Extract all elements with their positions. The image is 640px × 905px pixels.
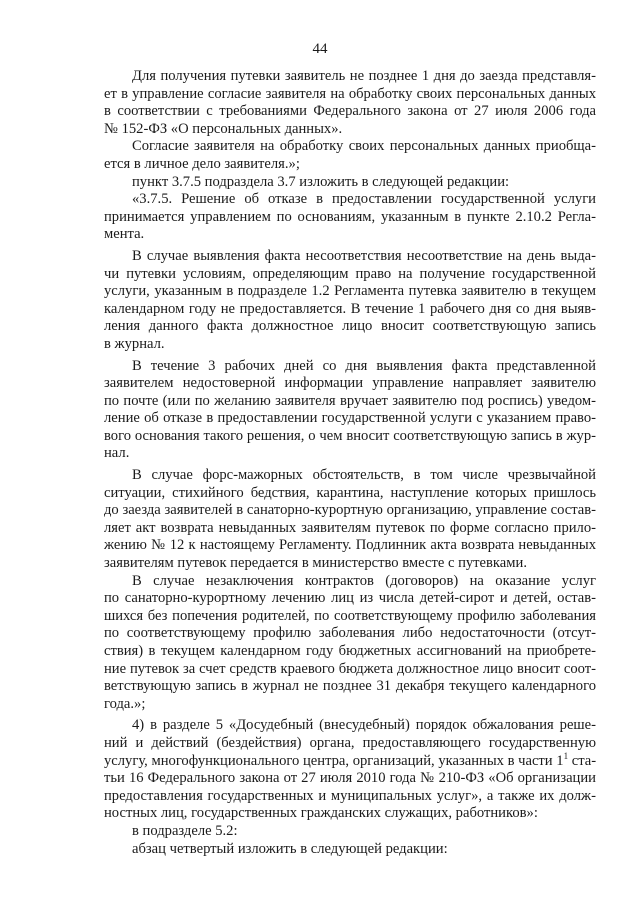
text-line: тьи 16 Федерального закона от 27 июля 2010 года № 210-ФЗ «Об организации [104,770,596,787]
text-line: ствия) в текущем календарном году бюджетных ассигнований на приобрете- [104,643,596,659]
text-line: В случае выявления факта несоответствия несоответствие на день выда- [132,247,596,264]
paragraph [104,191,596,244]
superscript: 1 [563,750,569,761]
text-line: календарном году не предоставляется. В течение 1 рабочего дня со дня выяв- [104,300,596,317]
paragraph [104,573,596,714]
text-line: принимается управлением по основаниям, указанным в пункте 2.10.2 Регла- [104,208,596,225]
text-line: услуги, указанным в подразделе 1.2 Регламента путевка заявителю в текущем [104,283,596,300]
paragraph [104,174,596,192]
text-fragment: ста- [568,752,597,769]
text-line: 4) в разделе 5 «Досудебный (внесудебный) порядок обжалования реше- [132,717,596,734]
text-line: ляет акт возврата невыданных заявителям путевок по форме согласно прило- [104,519,596,536]
text-line: года.»; [104,695,146,712]
text-line: предоставления государственных и муниципальных услуг», а также их долж- [104,787,596,804]
text-line: № 152-ФЗ «О персональных данных». [104,120,343,137]
text-line: заявителям путевок передается в министерство вместе с путевками. [104,555,527,572]
text-line: ется в личное дело заявителя.»; [104,155,300,172]
text-line: ветствующую запись в журнал не позднее 31 декабря текущего календарного [104,678,596,695]
text-line: в журнал. [104,335,165,352]
text-line: в подразделе 5.2: [132,822,238,839]
paragraph [104,823,596,841]
text-line: В случае форс-мажорных обстоятельств, в том числе чрезвычайной [132,467,596,484]
text-line: ления данного факта должностное лицо вносит соответствующую запись [104,318,596,335]
text-line: ний и действий (бездействия) органа, предоставляющего государственную [104,734,596,751]
text-line: Для получения путевки заявитель не позднее 1 дня до заезда представля- [132,68,596,84]
text-line: ситуации, стихийного бедствия, карантина, наступление которых пришлось [104,484,596,501]
text-fragment: услугу, многофункционального центра, организаций, указанных в части 1 [104,752,564,769]
text-line: В случае незаключения контрактов (договоров) на оказание услуг [132,572,596,589]
text-line-with-superscript [104,750,597,771]
paragraph [104,248,596,354]
text-line: пункт 3.7.5 подраздела 3.7 изложить в следующей редакции: [132,173,510,190]
text-line: по соответствующему профилю заболевания либо недостаточности (отсут- [104,625,596,642]
text-line: ет в управление согласие заявителя на обработку своих персональных данных [104,85,596,102]
text-line: в соответствии с требованиями Федерального закона от 27 июля 2006 года [104,103,596,120]
text-line: до заезда заявителей в санаторно-курортную организацию, управление состав- [104,502,596,519]
text-line: Согласие заявителя на обработку своих персональных данных приобща- [132,138,596,155]
text-line: жению № 12 к настоящему Регламенту. Подлинник акта возврата невыданных [104,537,596,554]
paragraph [104,68,596,138]
text-line: шихся без попечения родителей, по соответствующему профилю заболевания [104,607,596,624]
text-line: «3.7.5. Решение об отказе в предоставлении государственной услуги [132,191,596,208]
paragraph [104,358,596,464]
paragraph [104,841,596,859]
paragraph [104,717,596,823]
paragraph [104,467,596,573]
page-number: 44 [312,41,328,57]
text-line: ние путевок за счет средств краевого бюджета должностное лицо вносит соот- [104,660,596,677]
text-line: вого основания такого решения, о чем вносит соответствующую запись в жур- [104,427,596,444]
paragraph [104,138,596,173]
text-line: по почте (или по желанию заявителя вручает заявителю под роспись) уведом- [104,392,596,409]
text-line: ление об отказе в предоставлении государственной услуги с указанием право- [104,410,596,427]
text-line: чи путевки условиям, определяющим право на получение государственной [104,265,596,282]
document-body [104,68,596,858]
text-line: ностных лиц, государственных гражданских служащих, работников»: [104,805,538,822]
text-line: заявителем недостоверной информации управление направляет заявителю [104,375,596,392]
text-line: по санаторно-курортному лечению лиц из числа детей-сирот и детей, остав- [104,590,596,607]
text-line: нал. [104,445,130,462]
text-line: В течение 3 рабочих дней со дня выявления факта представленной [132,357,596,374]
text-line: абзац четвертый изложить в следующей редакции: [132,840,448,857]
text-line: мента. [104,226,145,243]
